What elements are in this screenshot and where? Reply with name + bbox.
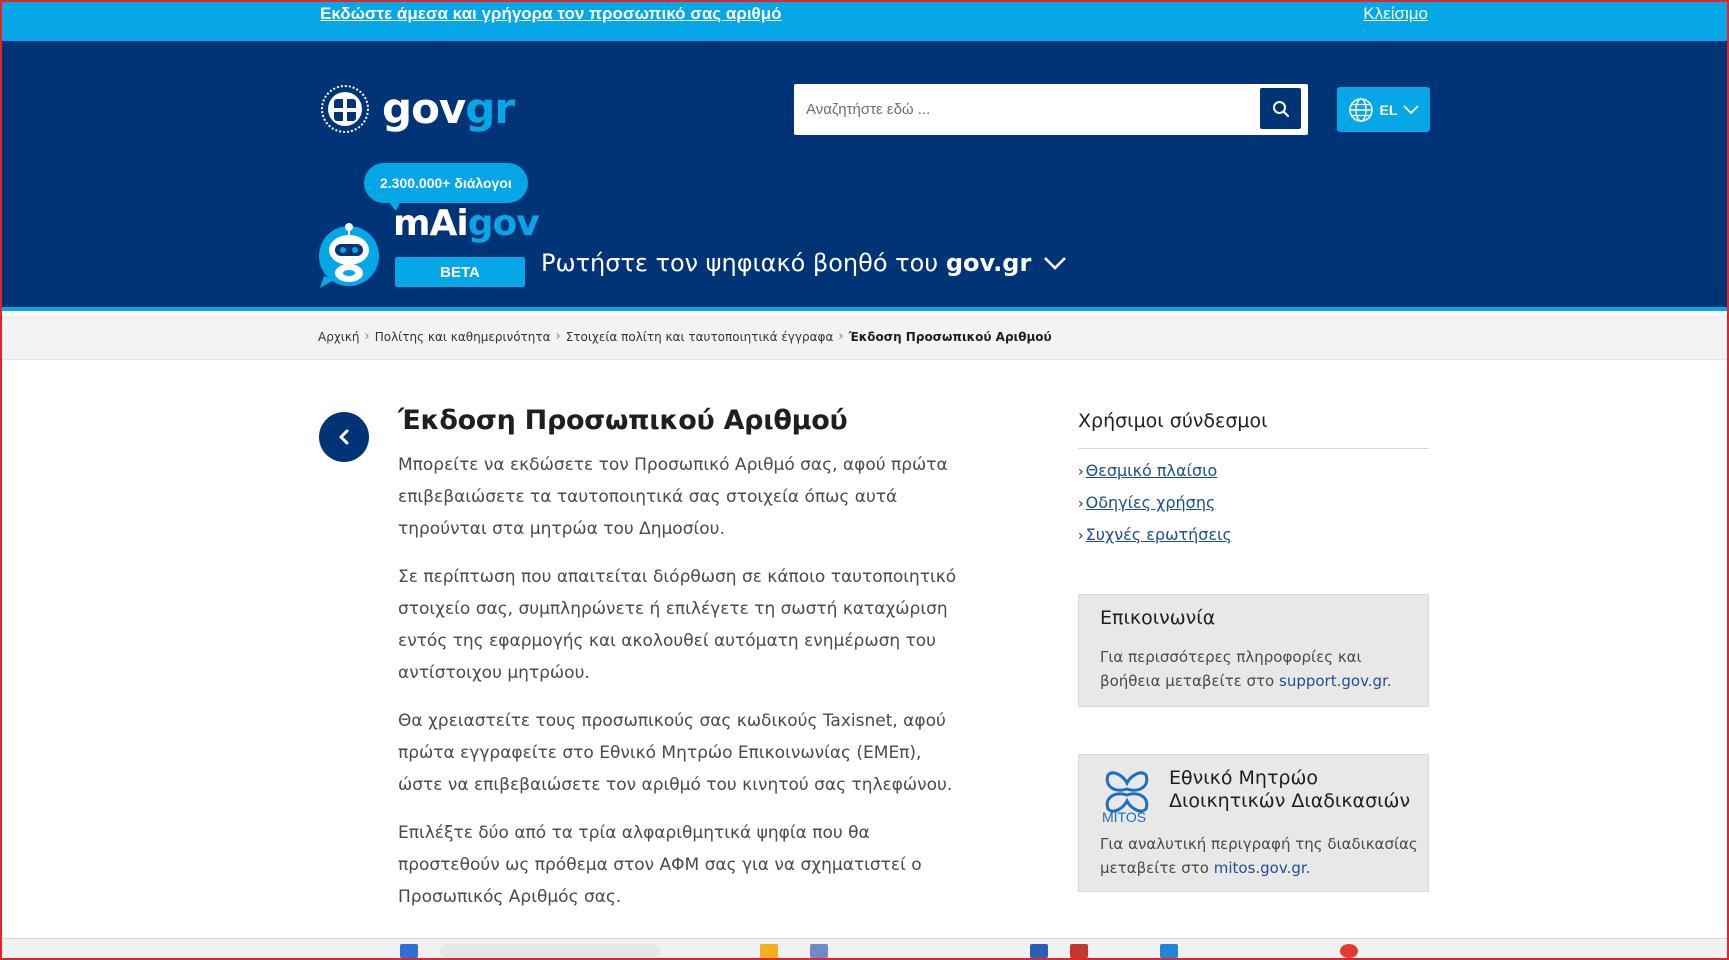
search-box xyxy=(794,84,1308,135)
taskbar-item[interactable] xyxy=(1030,944,1048,958)
taskbar-item[interactable] xyxy=(400,944,418,958)
maigov-assistant xyxy=(316,163,1076,323)
notice-link[interactable]: Εκδώστε άμεσα και γρήγορα τον προσωπικό σας αριθμό xyxy=(320,4,782,23)
chevron-right-icon: › xyxy=(555,329,561,344)
chevron-right-icon: › xyxy=(1078,528,1084,544)
search-button[interactable] xyxy=(1260,88,1301,129)
language-label: EL xyxy=(1379,101,1398,118)
paragraph: Σε περίπτωση που απαιτείται διόρθωση σε κάποιο ταυτοποιητικό στοιχείο σας, συμπληρώνετε ή επιλέγετε τη σωστή καταχώριση εντός της εφαρμογής και ακολουθεί αυτόματη ενημέρωση του αντίστοιχου μητρώου. xyxy=(398,567,957,683)
govgr-logo[interactable] xyxy=(320,81,514,137)
taskbar-item[interactable] xyxy=(760,944,778,958)
list-item xyxy=(1078,519,1232,551)
greek-emblem-icon xyxy=(320,84,370,134)
govgr-wordmark: govgr xyxy=(382,84,515,133)
taskbar-item[interactable] xyxy=(1160,944,1178,958)
chevron-right-icon: › xyxy=(364,329,370,344)
chevron-right-icon: › xyxy=(838,329,844,344)
mitos-link[interactable]: mitos.gov.gr xyxy=(1213,859,1306,877)
taskbar-item[interactable] xyxy=(1070,944,1088,958)
chevron-right-icon: › xyxy=(1078,496,1084,512)
contact-card xyxy=(1078,594,1429,707)
mitos-card xyxy=(1078,754,1429,892)
divider xyxy=(1078,448,1429,449)
list-item xyxy=(1078,487,1232,519)
site-header xyxy=(0,41,1729,311)
contact-title: Επικοινωνία xyxy=(1100,607,1216,629)
taskbar-item[interactable] xyxy=(1340,944,1358,958)
taskbar-item[interactable] xyxy=(440,944,660,958)
taskbar-item[interactable] xyxy=(810,944,828,958)
useful-links-title: Χρήσιμοι σύνδεσμοι xyxy=(1078,410,1268,432)
search-input[interactable] xyxy=(804,87,1244,132)
maigov-wordmark: mAigov xyxy=(393,203,539,244)
breadcrumb-documents[interactable]: Στοιχεία πολίτη και ταυτοποιητικά έγγραφα xyxy=(565,329,834,344)
main-content xyxy=(398,449,968,929)
taskbar-strip xyxy=(0,938,1729,960)
support-link[interactable]: support.gov.gr xyxy=(1279,672,1387,690)
notice-bar xyxy=(0,0,1729,41)
list-item xyxy=(1078,455,1232,487)
chevron-down-icon xyxy=(1403,105,1419,115)
notice-close-link[interactable]: Κλείσιμο xyxy=(1363,4,1428,23)
paragraph: Μπορείτε να εκδώσετε τον Προσωπικό Αριθμό σας, αφού πρώτα επιβεβαιώσετε τα ταυτοποιητικά σας στοιχεία όπως αυτά τηρούνται στα μητρώα του Δημοσίου. xyxy=(398,455,948,539)
search-icon xyxy=(1272,100,1290,118)
legal-framework-link[interactable]: Θεσμικό πλαίσιο xyxy=(1085,461,1218,480)
contact-text: Για περισσότερες πληροφορίες και βοήθεια μεταβείτε στο support.gov.gr. xyxy=(1100,648,1392,690)
user-guide-link[interactable]: Οδηγίες χρήσης xyxy=(1085,493,1216,512)
chevron-down-icon xyxy=(1043,256,1067,270)
chevron-left-icon xyxy=(337,428,351,446)
faq-link[interactable]: Συχνές ερωτήσεις xyxy=(1085,525,1232,544)
ask-assistant-toggle[interactable] xyxy=(541,249,1067,277)
breadcrumb-current: Έκδοση Προσωπικού Αριθμού xyxy=(848,329,1052,344)
page-title: Έκδοση Προσωπικού Αριθμού xyxy=(398,405,848,436)
breadcrumb-bar xyxy=(0,315,1729,360)
chevron-right-icon: › xyxy=(1078,464,1084,480)
beta-badge: BETA xyxy=(395,257,525,287)
useful-links-list xyxy=(1078,455,1232,551)
language-selector[interactable] xyxy=(1337,87,1430,132)
globe-icon xyxy=(1348,97,1374,123)
robot-icon xyxy=(316,218,382,290)
breadcrumb-home[interactable]: Αρχική xyxy=(318,329,360,344)
mitos-text: Για αναλυτική περιγραφή της διαδικασίας μεταβείτε στο mitos.gov.gr. xyxy=(1100,835,1418,877)
paragraph: Θα χρειαστείτε τους προσωπικούς σας κωδικούς Taxisnet, αφού πρώτα εγγραφείτε στο Εθνικό Μητρώο Επικοινωνίας (ΕΜΕπ), ώστε να επιβεβαιώσετε τον αριθμό του κινητού σας τηλεφώνου. xyxy=(398,711,953,795)
breadcrumb xyxy=(318,329,1052,344)
paragraph: Επιλέξτε δύο από τα τρία αλφαριθμητικά ψηφία που θα προστεθούν ως πρόθεμα στον ΑΦΜ σας για να σχηματιστεί ο Προσωπικός Αριθμός σας. xyxy=(398,823,922,907)
mitos-label: MITOS xyxy=(1102,809,1147,825)
back-button[interactable] xyxy=(319,412,369,462)
breadcrumb-citizen[interactable]: Πολίτης και καθημερινότητα xyxy=(374,329,551,344)
dialogs-count-badge: 2.300.000+ διάλογοι xyxy=(364,163,528,203)
mitos-title: Εθνικό Μητρώο Διοικητικών Διαδικασιών xyxy=(1169,767,1411,812)
ask-assistant-label: Ρωτήστε τον ψηφιακό βοηθό του gov.gr xyxy=(541,249,1032,277)
